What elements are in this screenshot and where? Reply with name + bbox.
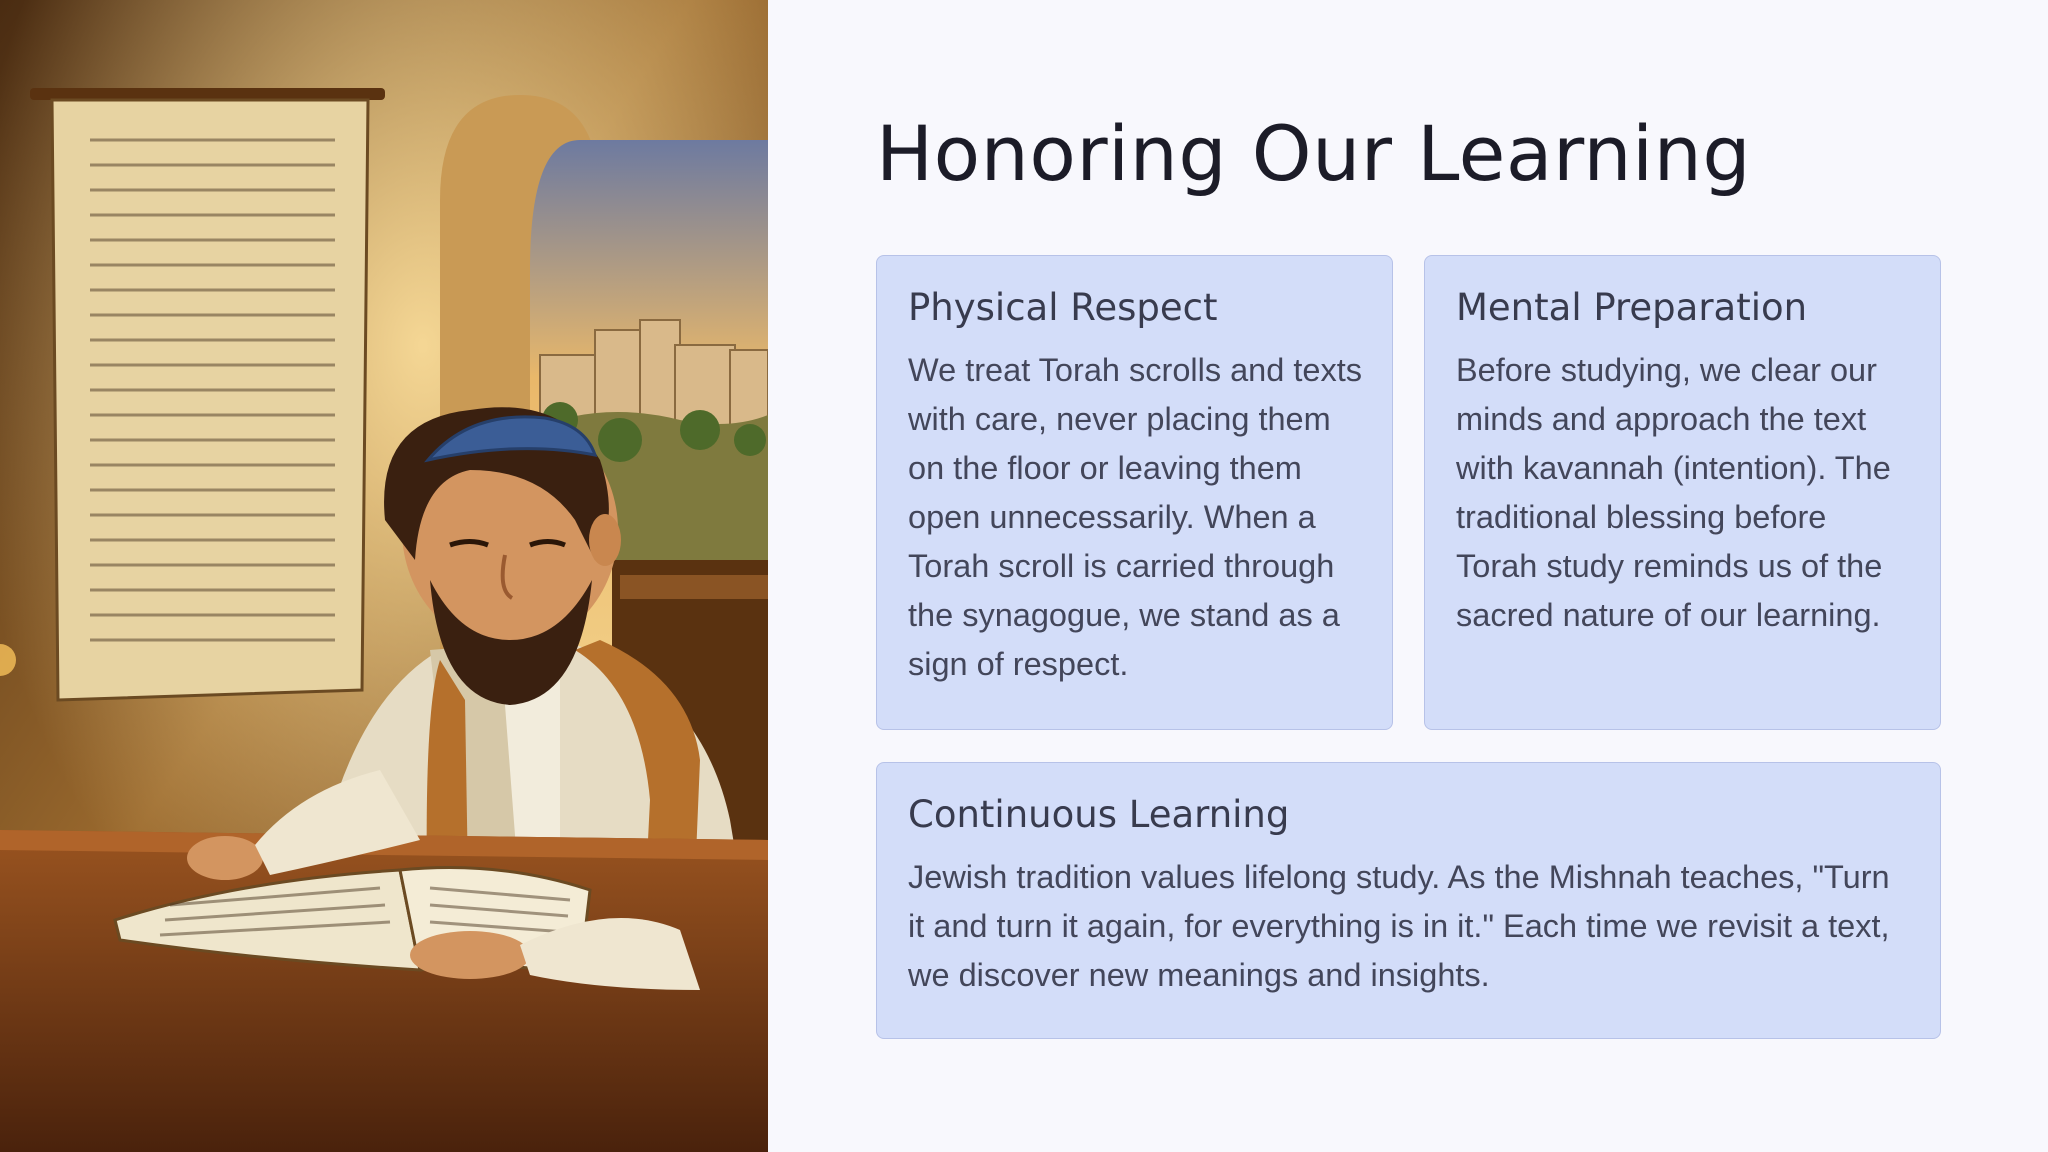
illustration-panel (0, 0, 768, 1152)
card-mental-preparation (1424, 255, 1941, 730)
card-body: Jewish tradition values lifelong study. As the Mishnah teaches, "Turn it and turn it again, for everything is in it." Each time we revisit a text, we discover new meanings and insights. (908, 859, 1890, 994)
card-continuous-learning (876, 762, 1941, 1039)
scholar-reading-illustration (0, 0, 768, 1152)
card-title: Continuous Learning (908, 793, 1290, 836)
content-panel (768, 0, 2048, 1152)
card-title: Mental Preparation (1456, 286, 1808, 329)
slide-title: Honoring Our Learning (876, 109, 1752, 198)
card-body: Before studying, we clear our minds and approach the text with kavannah (intention). The traditional blessing before Torah study reminds us of the sacred nature of our learning. (1456, 352, 1891, 634)
card-body: We treat Torah scrolls and texts with care, never placing them on the floor or leaving them open unnecessarily. When a Torah scroll is carried through the synagogue, we stand as a sign of respect. (908, 352, 1363, 683)
card-physical-respect (876, 255, 1393, 730)
card-title: Physical Respect (908, 286, 1218, 329)
